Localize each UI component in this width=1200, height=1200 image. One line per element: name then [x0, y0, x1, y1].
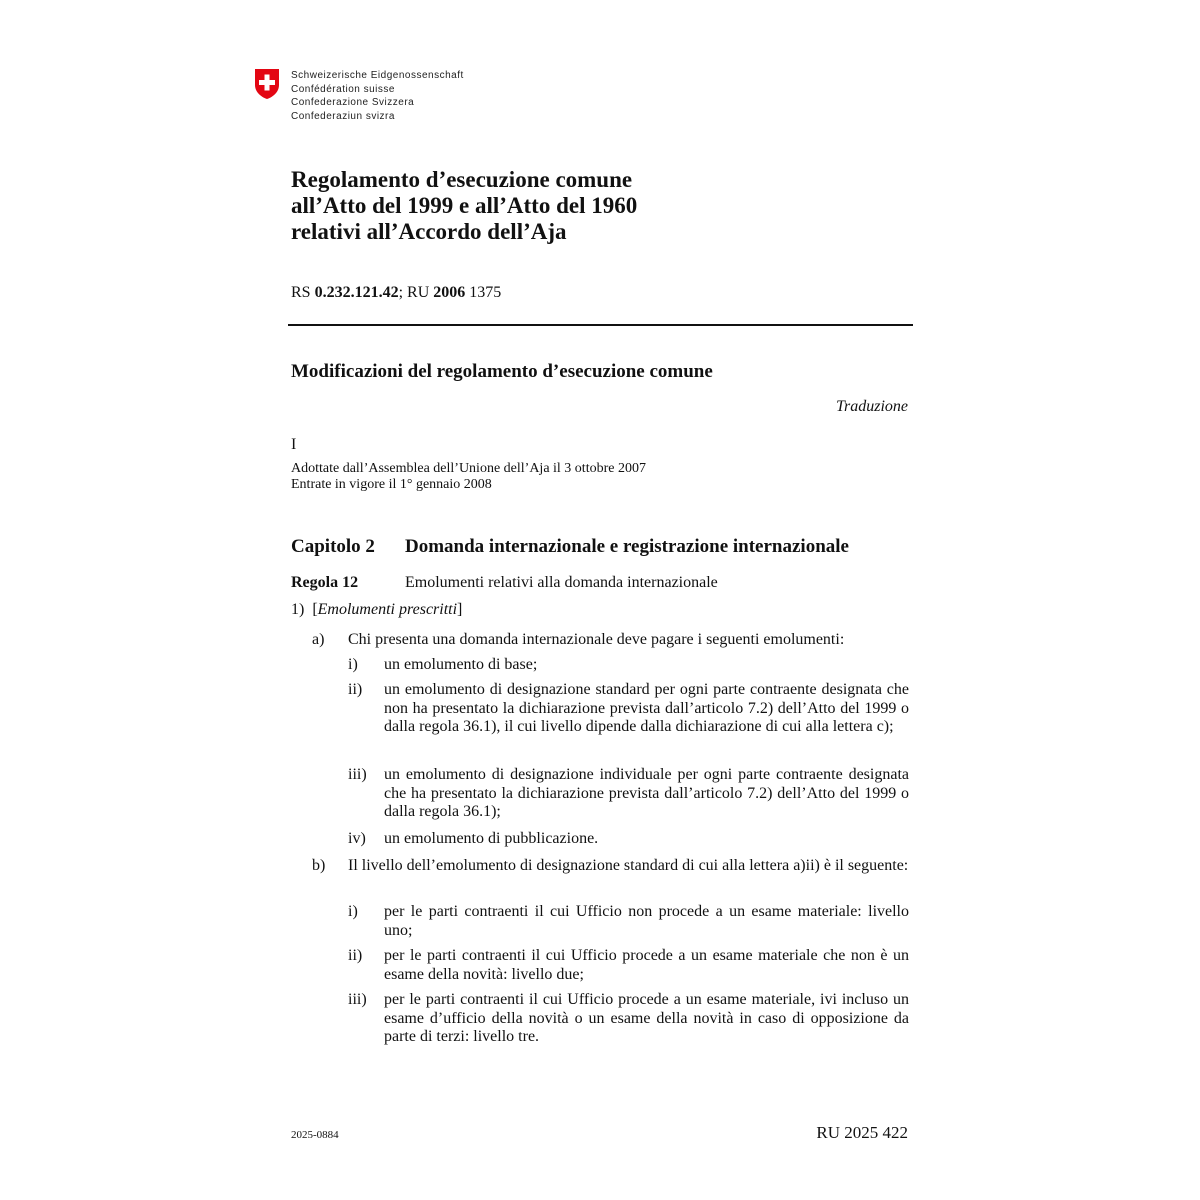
sublist-item-text: un emolumento di designazione standard per ogni parte contraente designata che non ha presentato la dichiarazione prevista dall’articolo 7.2) dell’Atto del 1999 o dalla regola 36.1), il cui livello dipende dalla dichiarazione di cui alla lettera c); [384, 681, 909, 735]
sublist-item-text: per le parti contraenti il cui Ufficio non procede a un esame materiale: livello uno; [384, 903, 909, 939]
agency-name-de: Schweizerische Eidgenossenschaft [291, 70, 464, 81]
translation-note: Traduzione [835, 398, 908, 415]
footer-ru-reference: RU 2025 422 [816, 1123, 908, 1142]
rule-number: Regola 12 [291, 574, 359, 591]
rule-title: Emolumenti relativi alla domanda internazionale [405, 574, 718, 591]
title-line-2: all’Atto del 1999 e all’Atto del 1960 [291, 193, 638, 218]
agency-name-fr: Confédération suisse [291, 83, 395, 95]
chapter-number: Capitolo 2 [291, 536, 375, 557]
sublist-item-text: un emolumento di base; [384, 656, 538, 673]
sublist-item-label: ii) [348, 947, 363, 964]
list-item-text: Chi presenta una domanda internazionale deve pagare i seguenti emolumenti: [348, 631, 845, 648]
paragraph-open-bracket: [ [312, 601, 318, 618]
sublist-item-label: iii) [348, 991, 367, 1008]
section-roman-numeral: I [291, 436, 297, 453]
ru-separator: ; RU [398, 284, 434, 301]
adoption-date: Adottate dall’Assemblea dell’Unione dell’Aja il 3 ottobre 2007 [291, 461, 646, 476]
list-item-label: b) [312, 857, 326, 874]
chapter-title: Domanda internazionale e registrazione internazionale [405, 536, 849, 557]
agency-name-block [291, 69, 464, 123]
chapter-heading [291, 536, 849, 558]
sublist-item-label: iii) [348, 766, 367, 783]
document-title [291, 167, 911, 245]
footer-doc-number: 2025-0884 [291, 1129, 339, 1141]
paragraph-number: 1) [291, 601, 305, 618]
agency-name-it: Confederazione Svizzera [291, 97, 415, 109]
sublist-item-text: per le parti contraenti il cui Ufficio procede a un esame materiale, ivi incluso un esame d’ufficio della novità o un esame della novità in caso di opposizione da parte di terzi: livello tre. [384, 991, 909, 1045]
sublist-item-label: ii) [348, 681, 363, 698]
adoption-info [291, 461, 646, 493]
rs-prefix: RS [291, 284, 315, 301]
paragraph-title: Emolumenti prescritti [317, 601, 458, 618]
divider-rule [288, 324, 913, 326]
agency-name-rm: Confederaziun svizra [291, 110, 395, 122]
sublist-item-label: i) [348, 656, 358, 673]
section-heading: Modificazioni del regolamento d’esecuzione comune [291, 361, 713, 382]
sublist-item-text: un emolumento di pubblicazione. [384, 830, 599, 847]
reference-line [291, 284, 501, 302]
entry-into-force: Entrate in vigore il 1° gennaio 2008 [291, 477, 492, 492]
swiss-cross-icon [253, 68, 281, 100]
title-line-3: relativi all’Accordo dell’Aja [291, 219, 567, 244]
list-item-text: Il livello dell’emolumento di designazione standard di cui alla lettera a)ii) è il seguente: [348, 857, 909, 874]
ru-page: 1375 [465, 284, 502, 301]
paragraph-heading [291, 601, 462, 619]
title-line-1: Regolamento d’esecuzione comune [291, 167, 633, 192]
sublist-item-label: iv) [348, 830, 366, 847]
sublist-item-label: i) [348, 903, 358, 920]
rs-number: 0.232.121.42 [314, 284, 399, 301]
ru-year: 2006 [433, 284, 466, 301]
rule-heading [291, 574, 718, 592]
sublist-item-text: un emolumento di designazione individuale per ogni parte contraente designata che ha presentato la dichiarazione prevista dall’articolo 7.2) dell’Atto del 1999 o dalla regola 36.1); [384, 766, 909, 820]
list-item-label: a) [312, 631, 325, 648]
sublist-item-text: per le parti contraenti il cui Ufficio procede a un esame materiale che non è un esame della novità: livello due; [384, 947, 909, 983]
paragraph-close-bracket: ] [457, 601, 463, 618]
